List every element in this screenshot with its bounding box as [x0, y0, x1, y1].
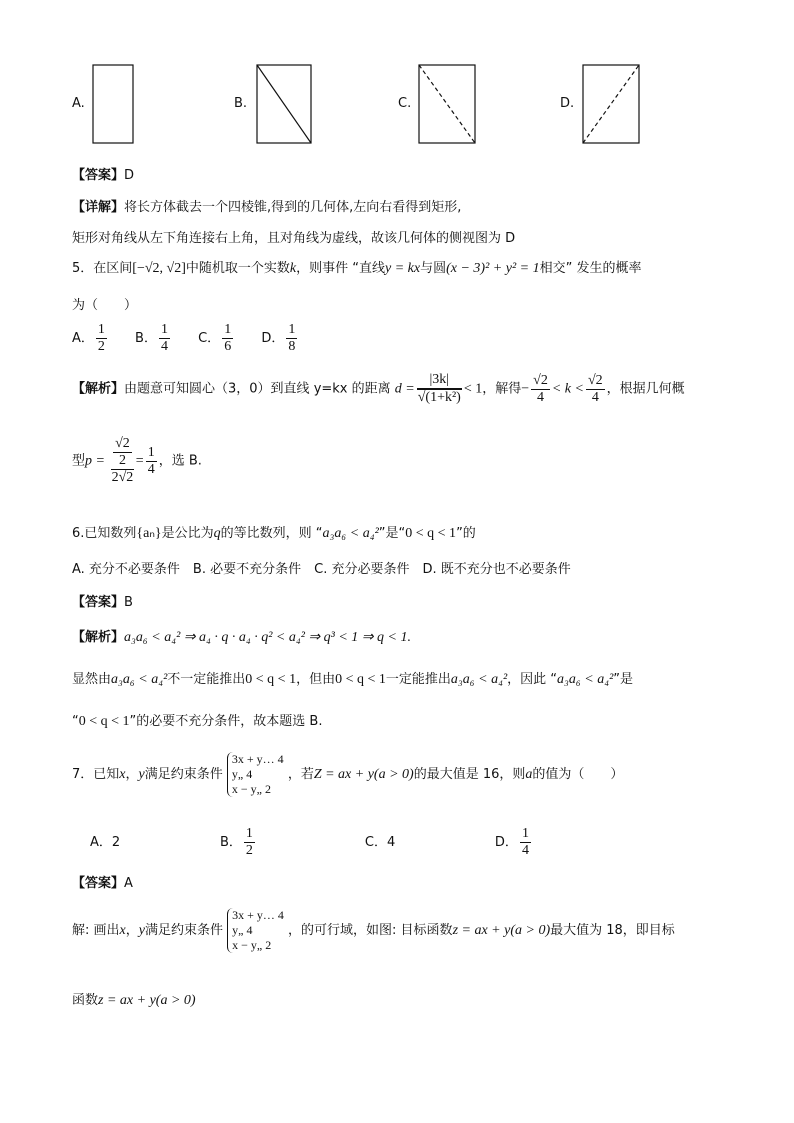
figure-b-solid-diagonal — [256, 64, 312, 144]
answer-tag: 【答案】 — [72, 168, 125, 183]
q6-analysis-line1: 【解析】a₃a₆ < a₄² ⇒ a₄ · q · a₄ · q² < a₄² ⇒ q³ < 1 ⇒ q < 1. — [72, 630, 411, 645]
option-d-label: D. — [560, 96, 575, 111]
q7-solution-line2: 函数z = ax + y(a > 0) — [72, 993, 196, 1008]
detail-tag: 【详解】 — [72, 200, 125, 215]
q6-stem: 6.已知数列{aₙ}是公比为q的等比数列，则 “a₃a₆ < a₄²”是“0 < q < 1”的 — [72, 526, 476, 541]
q5-option-c: $\frac{1}{6}$ — [224, 322, 232, 354]
figure-d-dashed-diagonal — [582, 64, 640, 144]
q6-analysis-line2: 显然由a₃a₆ < a₄²不一定能推出0 < q < 1，但由0 < q < 1一定能推出a₃a₆ < a₄²，因此 “a₃a₆ < a₄²”是 — [72, 672, 634, 687]
q6-analysis-line3: “0 < q < 1”的必要不充分条件，故本题选 B. — [72, 714, 323, 729]
q7-solution-line1: 解: 画出x，y满足约束条件 3x + y… 4 y„ 4 x − y„ 2 ，的可行域，如图: 目标函数z = ax + y(a > 0)最大值为 18，即目标 — [72, 908, 675, 952]
figure-c-dashed-diagonal — [418, 64, 476, 144]
q5-analysis-line2: 型p = $\frac{\frac{√2}{2}}{2√2}$ = $\frac{1}{4}$ ，选 B. — [72, 436, 202, 485]
q4-detail-line2: 矩形对角线从左下角连接右上角，且对角线为虚线，故该几何体的侧视图为 D — [72, 231, 516, 246]
q5-options: A． $\frac{1}{2}$ B． $\frac{1}{4}$ C． $\frac{1}{6}$ D． $\frac{1}{8}$ — [72, 322, 296, 354]
option-c-label: C. — [398, 96, 412, 111]
analysis-tag: 【解析】 — [72, 381, 125, 397]
answer-value: D — [124, 168, 135, 183]
q5-option-a: $\frac{1}{2}$ — [97, 322, 105, 354]
q5-stem-line1: 5．在区间[−√2, √2]中随机取一个实数k，则事件 “直线y = kx与圆(x − 3)² + y² = 1相交” 发生的概率 — [72, 261, 642, 276]
q5-option-d: $\frac{1}{8}$ — [288, 322, 296, 354]
q6-answer: 【答案】B — [72, 595, 133, 610]
figure-a-rectangle — [92, 64, 134, 144]
q7-options: A．2 B． $\frac{1}{2}$ C．4 D． $\frac{1}{4}$ — [90, 826, 529, 858]
q6-options: A. 充分不必要条件 B. 必要不充分条件 C. 充分必要条件 D. 既不充分也不必要条件 — [72, 562, 571, 577]
q5-option-b: $\frac{1}{4}$ — [160, 322, 168, 354]
nested-fraction: $\frac{\frac{√2}{2}}{2√2}$ — [111, 436, 134, 485]
q7-answer: 【答案】A — [72, 876, 133, 891]
option-b-label: B. — [234, 96, 248, 111]
q7-stem: 7．已知x，y满足约束条件 3x + y… 4 y„ 4 x − y„ 2 ，若Z = ax + y(a > 0)的最大值是 16，则a的值为（ ） — [72, 752, 624, 796]
q5-analysis-line1: 【解析】由题意可知圆心（3，0）到直线 y=kx 的距离 d = $\frac{|3k|}{\text{√(1+k²)}}$ < 1，解得− $\frac{√2}{4}$ < k < $\frac{√2}{4}$ ，根据几何概 — [72, 372, 685, 405]
q5-stem-line2: 为（ ） — [72, 298, 138, 313]
option-a-label: A. — [72, 96, 85, 111]
q4-answer — [72, 164, 134, 183]
interval: [−√2, √2] — [132, 261, 186, 276]
q4-detail-line1: 【详解】将长方体截去一个四棱锥,得到的几何体,左向右看得到矩形, — [72, 200, 462, 215]
constraint-system: 3x + y… 4 y„ 4 x − y„ 2 — [227, 752, 284, 797]
